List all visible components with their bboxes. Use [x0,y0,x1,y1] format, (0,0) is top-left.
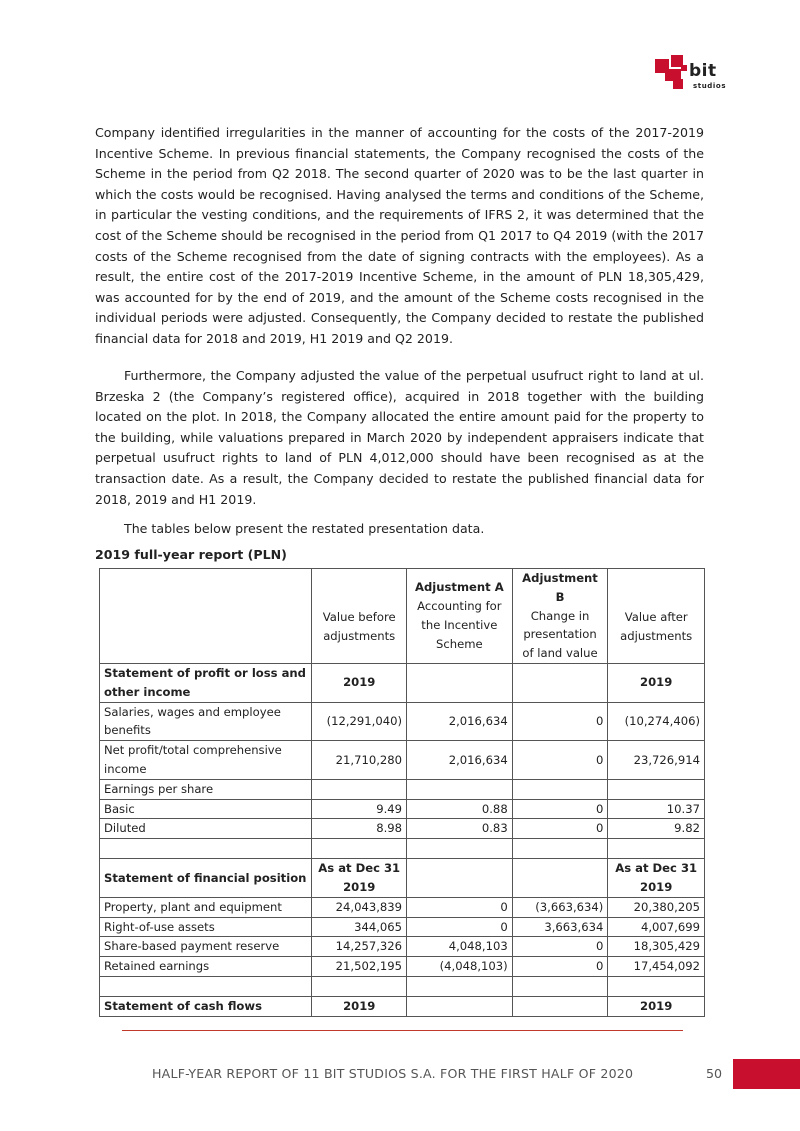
adjustment-a: 4,048,103 [407,937,513,957]
value-before: 9.49 [312,799,407,819]
paragraph-land-usufruct [95,366,704,510]
paragraph-text: The tables below present the restated presentation data. [124,521,485,536]
row-label: Basic [100,799,312,819]
empty-cell [312,779,407,799]
value-after: (10,274,406) [608,702,705,741]
section-row-financial-position [100,859,705,898]
restatement-table [99,568,705,1017]
empty-cell [512,663,608,702]
footer-accent-block [733,1059,800,1089]
value-after: 9.82 [608,819,705,839]
empty-cell [407,859,513,898]
row-label: Diluted [100,819,312,839]
adjustment-a: 2,016,634 [407,702,513,741]
empty-cell [407,779,513,799]
empty-cell [407,663,513,702]
adjustment-a: 2,016,634 [407,741,513,780]
adjustment-b: (3,663,634) [512,897,608,917]
adjustment-a: 0 [407,917,513,937]
table-row [100,917,705,937]
row-label: Right-of-use assets [100,917,312,937]
section-year-before: 2019 [312,996,407,1016]
section-date-after: As at Dec 31 2019 [608,859,705,898]
value-after: 17,454,092 [608,957,705,977]
header-value-after-text: Value after adjustments [620,610,693,644]
value-after: 18,305,429 [608,937,705,957]
table-spacer-row [100,976,705,996]
section-label: Statement of profit or loss and other income [100,663,312,702]
logo-word: bit [689,61,717,81]
empty-cell [512,976,608,996]
section-row-cash-flows [100,996,705,1016]
table-spacer-row [100,839,705,859]
header-value-before [312,569,407,664]
value-after: 10.37 [608,799,705,819]
header-adjustment-b-title: Adjustment B [522,571,598,604]
logo-subtitle: studios [693,82,727,90]
value-before: 21,502,195 [312,957,407,977]
value-after: 20,380,205 [608,897,705,917]
paragraph-incentive-scheme [95,123,704,350]
section-date-before: As at Dec 31 2019 [312,859,407,898]
company-logo [655,55,737,101]
table-header-row [100,569,705,664]
value-before: 8.98 [312,819,407,839]
adjustment-b: 0 [512,702,608,741]
empty-cell [100,976,312,996]
row-label: Net profit/total comprehensive income [100,741,312,780]
table-row [100,897,705,917]
adjustment-b: 0 [512,937,608,957]
row-label: Share-based payment reserve [100,937,312,957]
adjustment-a: 0.88 [407,799,513,819]
empty-cell [608,839,705,859]
table-row [100,957,705,977]
section-year-after: 2019 [608,996,705,1016]
table-row [100,819,705,839]
adjustment-b: 3,663,634 [512,917,608,937]
row-label: Salaries, wages and employee benefits [100,702,312,741]
adjustment-b: 0 [512,819,608,839]
value-after: 4,007,699 [608,917,705,937]
header-adjustment-a-title: Adjustment A [415,580,504,595]
empty-cell [100,839,312,859]
empty-cell [512,779,608,799]
adjustment-b: 0 [512,957,608,977]
section-year-after: 2019 [608,663,705,702]
value-before: 21,710,280 [312,741,407,780]
paragraph-tables-intro [95,519,704,540]
section-label: Statement of financial position [100,859,312,898]
empty-cell [312,839,407,859]
table-row [100,741,705,780]
value-before: 14,257,326 [312,937,407,957]
adjustment-a: (4,048,103) [407,957,513,977]
table-row-eps-heading [100,779,705,799]
adjustment-a: 0 [407,897,513,917]
header-value-before-text: Value before adjustments [322,610,396,644]
section-row-profit-loss [100,663,705,702]
section-label: Statement of cash flows [100,996,312,1016]
value-before: (12,291,040) [312,702,407,741]
page-number: 50 [706,1066,723,1081]
adjustment-b: 0 [512,799,608,819]
empty-cell [512,996,608,1016]
table-header-empty [100,569,312,664]
header-adjustment-a [407,569,513,664]
value-before: 24,043,839 [312,897,407,917]
row-label: Property, plant and equipment [100,897,312,917]
empty-cell [312,976,407,996]
report-title: 2019 full-year report (PLN) [95,547,287,562]
paragraph-text: Company identified irregularities in the manner of accounting for the costs of the 2017-2019 Incentive Scheme. In previous financial statements, the Company recognised the costs of the Scheme in the period from Q2 2018. The second quarter of 2020 was to be the last quarter in which the costs would be recognised. Having analysed the terms and conditions of the Scheme, in particular the vesting conditions, and the requirements of IFRS 2, it was determined that the cost of the Scheme should be recognised in the period from Q1 2017 to Q4 2019 (with the 2017 costs of the Scheme recognised from the date of signing contracts with the employees). As a result, the entire cost of the 2017-2019 Incentive Scheme, in the amount of PLN 18,305,429, was accounted for by the end of 2019, and the amount of the Scheme costs recognised in the individual periods were adjusted. Consequently, the Company decided to restate the published financial data for 2018 and 2019, H1 2019 and Q2 2019. [95,125,704,346]
footer-divider [122,1030,683,1031]
empty-cell [407,839,513,859]
header-value-after [608,569,705,664]
empty-cell [608,976,705,996]
adjustment-b: 0 [512,741,608,780]
adjustment-a: 0.83 [407,819,513,839]
empty-cell [407,996,513,1016]
empty-cell [608,779,705,799]
value-before: 344,065 [312,917,407,937]
paragraph-text: Furthermore, the Company adjusted the value of the perpetual usufruct right to land at ul. Brzeska 2 (the Company’s registered office), acquired in 2018 together with the building located on the plot. In 2018, the Company allocated the entire amount paid for the property to the building, while valuations prepared in March 2020 by independent appraisers indicate that perpetual usufruct rights to land of PLN 4,012,000 should have been recognised as at the transaction date. As a result, the Company decided to restate the published financial data for 2018, 2019 and H1 2019. [95,368,704,507]
row-label: Earnings per share [100,779,312,799]
header-adjustment-b [512,569,608,664]
empty-cell [512,839,608,859]
header-adjustment-b-sub: Change in presentation of land value [522,608,598,661]
empty-cell [512,859,608,898]
footer-report-title: HALF-YEAR REPORT OF 11 BIT STUDIOS S.A. FOR THE FIRST HALF OF 2020 [152,1066,634,1081]
table-row [100,937,705,957]
logo-mark-icon [655,55,691,91]
empty-cell [407,976,513,996]
section-year-before: 2019 [312,663,407,702]
value-after: 23,726,914 [608,741,705,780]
header-adjustment-a-sub: Accounting for the Incentive Scheme [417,599,502,651]
table-row [100,702,705,741]
table-row [100,799,705,819]
row-label: Retained earnings [100,957,312,977]
